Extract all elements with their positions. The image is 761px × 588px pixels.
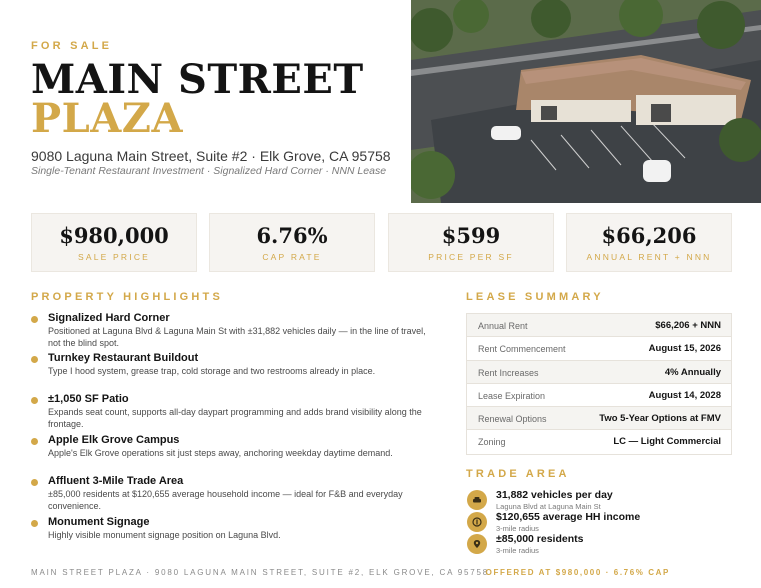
trade-area-heading: TRADE AREA	[466, 468, 570, 480]
property-address: 9080 Laguna Main Street, Suite #2 · Elk Grove, CA 95758	[31, 148, 391, 164]
highlight-title: Apple Elk Grove Campus	[48, 434, 180, 446]
trade-area-main: ±85,000 residents	[496, 533, 584, 545]
lease-key: Zoning	[478, 437, 506, 448]
stat-value: 6.76%	[256, 223, 328, 248]
highlight-title: Turnkey Restaurant Buildout	[48, 352, 199, 364]
location-pin-icon	[467, 534, 487, 554]
stat-card-cap-rate	[209, 213, 375, 272]
highlight-title: ±1,050 SF Patio	[48, 393, 129, 405]
for-sale-eyebrow: FOR SALE	[31, 40, 113, 52]
trade-area-sub: 3-mile radius	[496, 524, 539, 533]
lease-row	[467, 430, 731, 453]
title-line-2: PLAZA	[31, 95, 183, 142]
lease-summary-heading: LEASE SUMMARY	[466, 291, 604, 303]
dollar-icon	[467, 512, 487, 532]
trade-area-main: $120,655 average HH income	[496, 511, 641, 523]
highlight-title: Signalized Hard Corner	[48, 312, 170, 324]
bullet-dot	[31, 520, 38, 527]
lease-value: LC — Light Commercial	[613, 436, 721, 448]
lease-value: Two 5-Year Options at FMV	[599, 413, 721, 425]
lease-value: August 15, 2026	[648, 343, 721, 355]
trade-area-sub: Laguna Blvd at Laguna Main St	[496, 502, 601, 511]
highlight-desc: ±85,000 residents at $120,655 average household income — ideal for F&B and everyday convenience.	[48, 489, 403, 511]
stat-card-price-per-sf	[388, 213, 554, 272]
highlight-desc: Positioned at Laguna Blvd & Laguna Main St with ±31,882 vehicles daily — in the line of travel, not the blind spot.	[48, 326, 426, 348]
stat-value: $599	[441, 223, 501, 248]
stat-label: PRICE PER SF	[428, 252, 514, 262]
lease-row	[467, 314, 731, 337]
lease-key: Rent Commencement	[478, 344, 566, 355]
lease-key: Rent Increases	[478, 367, 539, 378]
stat-label: ANNUAL RENT + NNN	[586, 252, 712, 262]
stat-card-annual-rent	[566, 213, 732, 272]
title-line-1: MAIN STREET	[31, 56, 364, 103]
lease-summary-table	[466, 313, 732, 455]
lease-row	[467, 407, 731, 430]
bullet-dot	[31, 356, 38, 363]
highlight-title: Monument Signage	[48, 516, 150, 528]
stat-label: CAP RATE	[262, 252, 322, 262]
highlight-desc: Highly visible monument signage position on Laguna Blvd.	[48, 530, 281, 540]
lease-value: 4% Annually	[664, 366, 721, 378]
stat-card-sale-price	[31, 213, 197, 272]
lease-key: Renewal Options	[478, 414, 547, 425]
lease-key: Annual Rent	[478, 321, 528, 331]
highlight-desc: Expands seat count, supports all-day daypart programming and adds brand visibility along the frontage.	[48, 407, 422, 429]
lease-key: Lease Expiration	[478, 390, 546, 401]
bullet-dot	[31, 479, 38, 486]
property-subline: Single-Tenant Restaurant Investment · Signalized Hard Corner · NNN Lease	[31, 165, 387, 177]
lease-value: $66,206 + NNN	[655, 320, 721, 331]
lease-row	[467, 361, 731, 384]
highlight-title: Affluent 3-Mile Trade Area	[48, 475, 184, 487]
stat-value: $66,206	[601, 223, 697, 248]
lease-row	[467, 384, 731, 407]
highlight-desc: Apple's Elk Grove operations sit just steps away, anchoring weekday daytime demand.	[48, 448, 393, 458]
aerial-property-photo	[411, 0, 761, 203]
highlight-desc: Type I hood system, grease trap, cold storage and two restrooms already in place.	[48, 366, 376, 376]
stat-label: SALE PRICE	[77, 252, 151, 262]
bullet-dot	[31, 397, 38, 404]
bullet-dot	[31, 316, 38, 323]
footer-offer: OFFERED AT $980,000 · 6.76% CAP	[485, 568, 670, 577]
footer-address: MAIN STREET PLAZA · 9080 LAGUNA MAIN STREET, SUITE #2, ELK GROVE, CA 95758	[31, 568, 490, 577]
property-highlights-heading: PROPERTY HIGHLIGHTS	[31, 291, 223, 303]
car-icon	[467, 490, 487, 510]
lease-value: August 14, 2028	[648, 389, 721, 401]
bullet-dot	[31, 438, 38, 445]
trade-area-sub: 3-mile radius	[496, 546, 539, 555]
lease-row	[467, 337, 731, 360]
trade-area-main: 31,882 vehicles per day	[496, 489, 613, 501]
stat-value: $980,000	[59, 223, 169, 248]
